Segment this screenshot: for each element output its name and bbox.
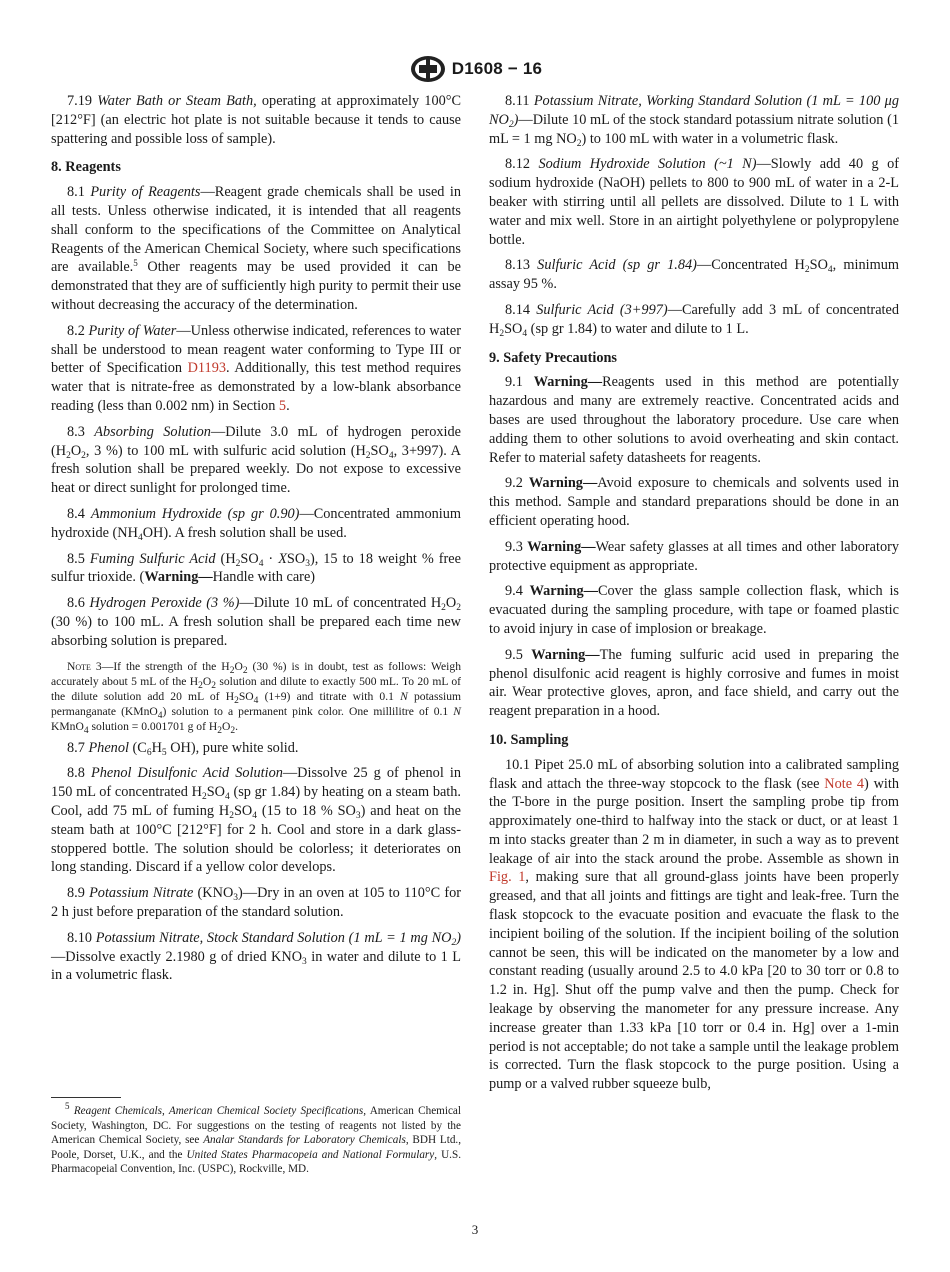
paragraph-8-4: 8.4 Ammonium Hydroxide (sp gr 0.90)—Concentrated ammonium hydroxide $(NH_4OH)$. A fresh solution shall be used. [51,505,462,543]
section-heading-reagents: 8. Reagents [51,159,121,176]
footnote-5: $^5$ Reagent Chemicals, American Chemical Society Specifications, American Chemical Society, Washington, DC. For suggestions on the testing of reagents not listed by the American Chemical Society, see Analar Standards for Laboratory Chemicals, BDH Ltd., Poole, Dorset, U.K., and the United States Pharmacopeia and National Formulary, U.S. Pharmacopeial Convention, Inc. (USPC), Rockville, MD. [51,1101,462,1176]
note-3: Note 3—If the strength of the $H_2O_2$ (30 %) is in doubt, test as follows: Weigh accurately about 5 mL of the $H_2O_2$ solution and dilute to exactly 500 mL. To 20 mL of the dilute solution add 20 mL of $H_2SO_4$ (1+9) and titrate with 0.1 N potassium permanganate (KMnO$_4$) solution to a permanent pink color. One millilitre of 0.1 N KMnO$_4$ solution = 0.001701 g of $H_2O_2$. [51,659,462,737]
paragraph-8-8: 8.8 Phenol Disulfonic Acid Solution—Dissolve 25 g of phenol in 150 mL of concentrated $H_2SO_4$ (sp gr 1.84) by heating on a steam bath. Cool, add 75 mL of fuming $H_2SO_4$ (15 to 18 % $SO_3$) and heat on the steam bath at 100°C [212°F] for 2 h. Cool and store in a dark glass-stoppered bottle. The solution should be colorless; it deteriorates on long standing. Discard if a yellow color develops. [51,765,462,876]
link-section-5[interactable]: 5 [278,397,287,414]
paragraph-10-1: 10.1 Pipet 25.0 mL of absorbing solution into a calibrated sampling flask and attach the three-way stopcock to the flask (see Note 4) with the T-bore in the purge position. Insert the sampling probe tip from approximately one-third to halfway into the stack or duct, or at least 1 m into stacks greater than 2 m in diameter, in such a way as to prevent leakage of air into the stack around the probe. Assemble as shown in Fig. 1, making sure that all ground-glass joints have been properly greased, and that all joints and fittings are tight and leak-free. Turn the flask stopcock to the evacuate position and evacuate the flask to the incipient boiling of the solution. If the incipient boiling of the solution cannot be seen, this will be indicated on the manometer by a low and constant reading (usually around 2.5 to 4.0 kPa [20 to 30 torr or 0.8 to 1.2 in. Hg]. Shut off the pump valve and then the pump. Check for leakage by observing the manometer for any pressure increase. Any increase greater than 1.33 kPa [10 torr or 0.4 in. Hg] over a 1-min period is not acceptable; do not take a sample until the leakage problem is corrected. Turn the flask stopcock to the purge position. Using a pump or a valved rubber squeeze bulb, [489,756,900,1093]
paragraph-8-9: 8.9 Potassium Nitrate $(KNO_3)—Dry$ in an oven at 105 to 110°C for 2 h just before preparation of the standard solution. [51,885,462,920]
page-number: 3 [471,1222,479,1237]
footnote-rule [51,1097,121,1098]
paragraph-9-5: 9.5 Warning—The fuming sulfuric acid used in preparing the phenol disulfonic acid reagent is highly corrosive and fumes in moist air. Wear protective gloves, apron, and face shield, and carry out the reagent preparation in a hood. [489,646,899,720]
paragraph-8-14: 8.14 Sulfuric Acid (3+997)—Carefully add 3 mL of concentrated $H_2SO_4$ (sp gr 1.84) to water and dilute to 1 L. [489,301,900,339]
link-fig-1[interactable]: Fig. 1 [489,869,526,886]
paragraph-8-10: 8.10 Potassium Nitrate, Stock Standard Solution (1 mL = 1 mg $NO_2)—Dissolve$ exactly 2.1980 g of dried $KNO_3$ in water and dilute to 1 L in a volumetric flask. [51,929,461,984]
paragraph-7-19: 7.19 Water Bath or Steam Bath, operating at approximately 100°C [212°F] (an electric hot plate is not suitable because it tends to cause spattering and possible loss of sample). [51,93,461,147]
paragraph-8-11: 8.11 Potassium Nitrate, Working Standard Solution (1 mL = 100 μg $NO_2)—Dilute$ 10 mL of the stock standard potassium nitrate solution (1 mL = 1 mg $NO_2$) to 100 mL with water in a volumetric flask. [489,93,900,149]
section-heading-sampling: 10. Sampling [489,731,569,748]
paragraph-8-12: 8.12 Sodium Hydroxide Solution (~1 N)—Slowly add 40 g of sodium hydroxide (NaOH) pellets to 800 to 900 mL of water in a 2-L beaker with stirring until all pellets are dissolved. Dilute to 1 L with water and mix well. Store in an airtight polyethylene or polypropylene bottle. [489,156,900,248]
page-header [0,54,950,84]
link-d1193[interactable]: D1193 [187,360,226,377]
astm-logo-icon [408,54,448,84]
section-heading-safety: 9. Safety Precautions [489,349,617,366]
paragraph-8-2: 8.2 Purity of Water—Unless otherwise indicated, references to water shall be understood to mean reagent water conforming to Type III or better of Specification D1193. Additionally, this test method requires water that is nitrate-free as demonstrated by a low-blank absorbance reading (less than 0.002 nm) in Section 5. [51,322,462,414]
paragraph-9-2: 9.2 Warning—Avoid exposure to chemicals and solvents used in this method. Sample and standard preparations should be done in an efficient operating hood. [489,475,899,529]
paragraph-8-1: 8.1 Purity of Reagents—Reagent grade chemicals shall be used in all tests. Unless otherwise indicated, it is intended that all reagents shall conform to the specifications of the Committee on Analytical Reagents of the American Chemical Society, where such specifications are available.$^5$ Other reagents may be used provided it can be demonstrated that they are of sufficiently high purity to permit their use without decreasing the accuracy of the determination. [51,184,461,313]
paragraph-9-1: 9.1 Warning—Reagents used in this method are potentially hazardous and many are extremely reactive. Concentrated acids and bases are used throughout the laboratory procedure. Use care when adding them to other solutions to avoid overheating and skin contact. Refer to material safety datasheets for reagents. [489,374,899,466]
link-note-4[interactable]: Note 4 [824,775,865,792]
paragraph-8-6: 8.6 Hydrogen Peroxide (3 %)—Dilute 10 mL of concentrated $H_2O_2$ (30 %) to 100 mL. A fresh solution shall be prepared each time new absorbing solution is prepared. [51,595,461,649]
left-column [51,92,461,992]
paragraph-9-4: 9.4 Warning—Cover the glass sample collection flask, which is evacuated during the sampling procedure, with tape or foamed plastic to avoid injury in case of implosion or breakage. [489,583,899,637]
right-column [489,92,899,1101]
paragraph-8-13: 8.13 Sulfuric Acid (sp gr 1.84)—Concentrated $H_2SO_4$, minimum assay 95 %. [489,257,899,293]
paragraph-8-7: 8.7 Phenol ($C_6H_5$ OH), pure white solid. [67,739,299,758]
document-code: D1608 − 16 [451,59,543,78]
paragraph-8-5: 8.5 Fuming Sulfuric Acid $(H_2SO_4 \cdot XSO_3)$, 15 to 18 weight % free sulfur trioxide. (Warning—Handle with care) [51,550,461,586]
paragraph-8-3: 8.3 Absorbing Solution—Dilute 3.0 mL of hydrogen peroxide ($H_2O_2$, 3 %) to 100 mL with sulfuric acid solution ($H_2SO_4$, 3+997). A fresh solution shall be prepared weekly. Do not expose to excessive heat or direct sunlight for prolonged time. [51,423,461,497]
paragraph-9-3: 9.3 Warning—Wear safety glasses at all times and other laboratory protective equipment as appropriate. [489,538,900,574]
